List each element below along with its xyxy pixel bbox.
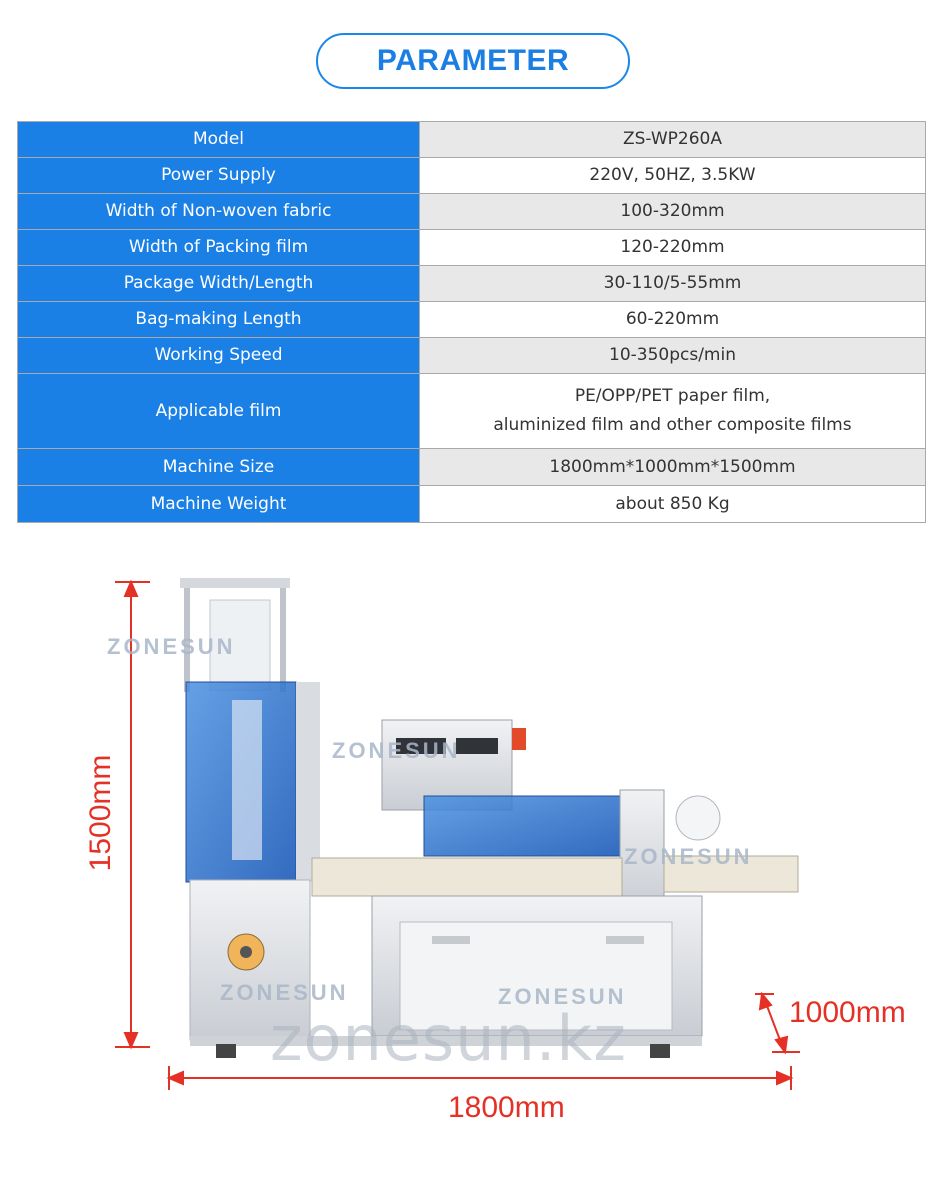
- param-value: 220V, 50HZ, 3.5KW: [420, 158, 926, 194]
- table-row: [18, 194, 926, 230]
- site-watermark: zonesun.kz: [270, 1002, 627, 1075]
- param-value-line: aluminized film and other composite films: [493, 415, 852, 435]
- table-row: [18, 230, 926, 266]
- param-label: Model: [18, 122, 420, 158]
- brand-watermark: ZONESUN: [332, 738, 461, 763]
- depth-dimension-label: 1000mm: [789, 996, 906, 1029]
- page-title: PARAMETER: [316, 33, 630, 89]
- param-value: 1800mm*1000mm*1500mm: [420, 449, 926, 486]
- param-value-line: PE/OPP/PET paper film,: [574, 386, 771, 406]
- param-value: 120-220mm: [420, 230, 926, 266]
- param-label: Machine Weight: [18, 486, 420, 523]
- param-label: Bag-making Length: [18, 302, 420, 338]
- table-row: [18, 374, 926, 449]
- parameter-table: [17, 121, 926, 523]
- param-value: 100-320mm: [420, 194, 926, 230]
- table-row: [18, 302, 926, 338]
- brand-watermark: ZONESUN: [498, 984, 627, 1009]
- brand-watermark: ZONESUN: [220, 980, 349, 1005]
- machine-figure: [0, 560, 944, 1180]
- table-row: [18, 338, 926, 374]
- table-row: [18, 266, 926, 302]
- param-value: 30-110/5-55mm: [420, 266, 926, 302]
- param-label: Power Supply: [18, 158, 420, 194]
- table-row: [18, 486, 926, 523]
- param-label: Machine Size: [18, 449, 420, 486]
- table-row: [18, 122, 926, 158]
- param-value: about 850 Kg: [420, 486, 926, 523]
- param-label: Package Width/Length: [18, 266, 420, 302]
- table-row: [18, 449, 926, 486]
- width-dimension-label: 1800mm: [448, 1091, 565, 1124]
- param-label: Width of Non-woven fabric: [18, 194, 420, 230]
- param-value: [420, 374, 926, 449]
- height-dimension-label: 1500mm: [84, 754, 117, 872]
- brand-watermark: ZONESUN: [624, 844, 753, 869]
- table-row: [18, 158, 926, 194]
- param-value: 60-220mm: [420, 302, 926, 338]
- param-label: Working Speed: [18, 338, 420, 374]
- param-label: Width of Packing film: [18, 230, 420, 266]
- param-value: ZS-WP260A: [420, 122, 926, 158]
- brand-watermark: ZONESUN: [107, 634, 236, 659]
- param-value: 10-350pcs/min: [420, 338, 926, 374]
- param-label: Applicable film: [18, 374, 420, 449]
